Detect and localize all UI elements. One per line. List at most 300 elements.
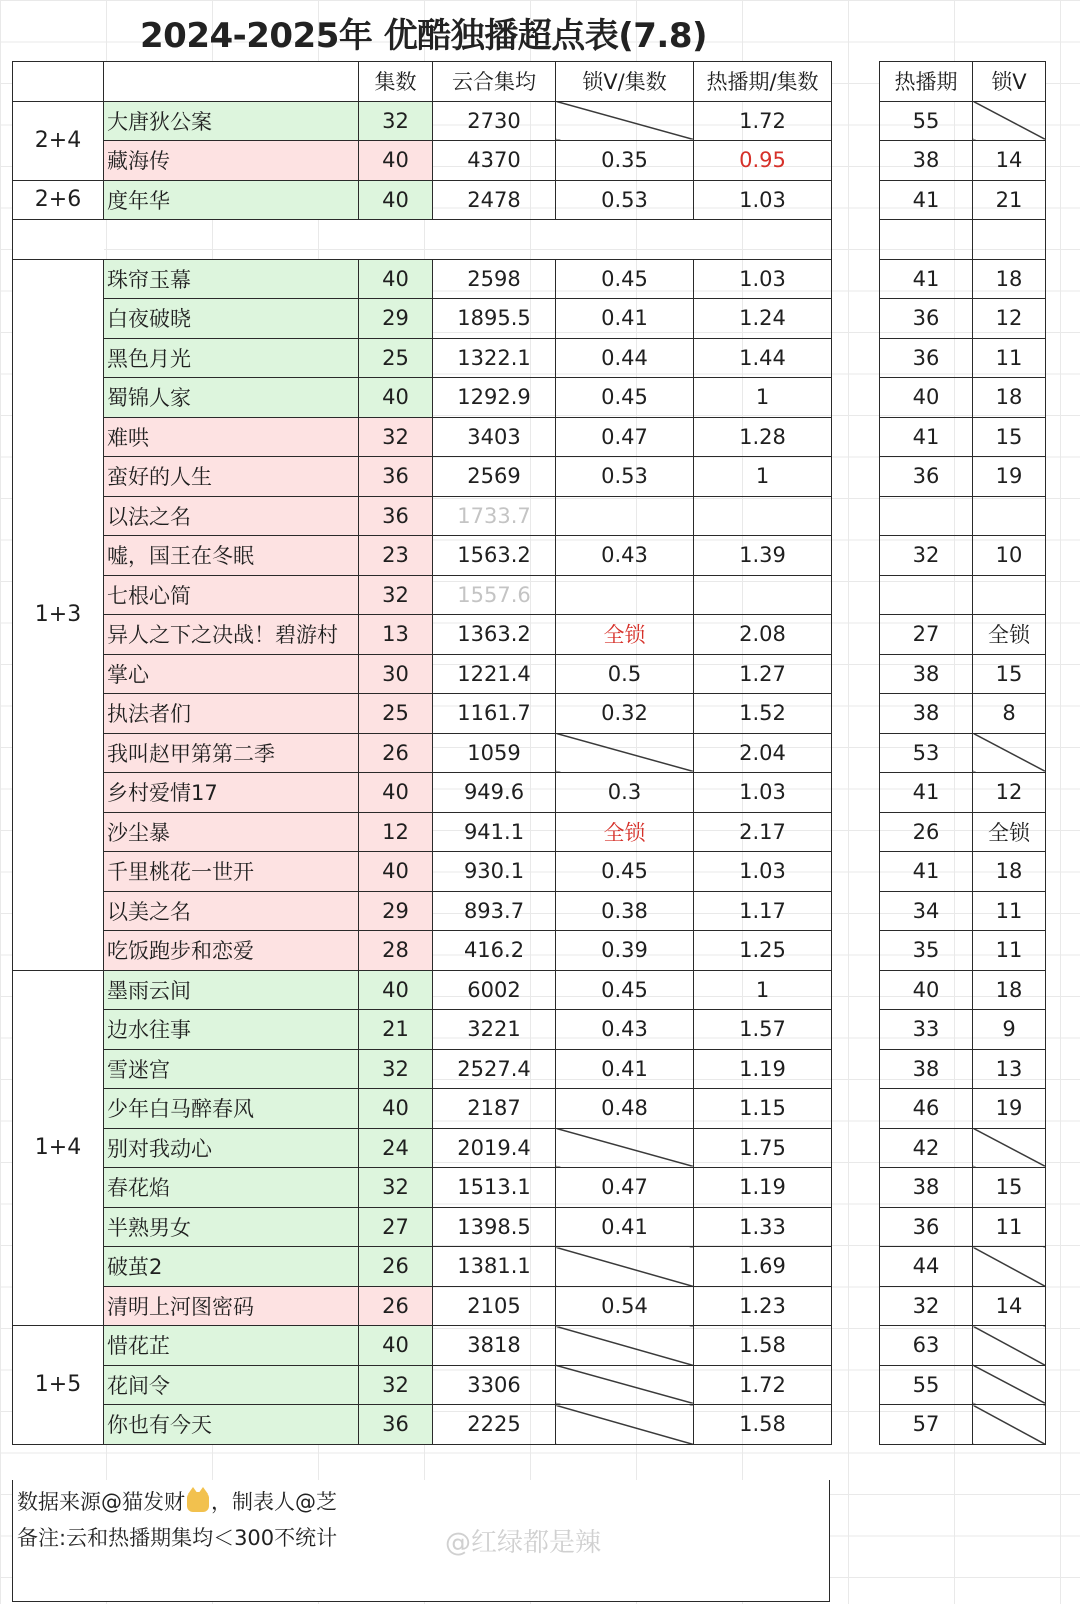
- yunhe-avg-cell: 1161.7: [433, 694, 556, 734]
- episodes-cell: 32: [359, 575, 433, 615]
- hot-ratio-cell: 1.72: [694, 1365, 832, 1405]
- side-row: [880, 1326, 1046, 1366]
- lockv-cell: 19: [973, 1089, 1046, 1129]
- lockv-ratio-cell: [556, 1128, 694, 1168]
- table-row: [13, 1405, 832, 1445]
- side-row: [880, 575, 1046, 615]
- side-row: [880, 1365, 1046, 1405]
- table-row: [13, 733, 832, 773]
- header-lockv: 锁V: [973, 62, 1046, 102]
- yunhe-avg-cell: 1895.5: [433, 299, 556, 339]
- side-row: [880, 773, 1046, 813]
- side-row: [880, 615, 1046, 655]
- side-row: [880, 1128, 1046, 1168]
- hot-ratio-cell: 1: [694, 378, 832, 418]
- episodes-cell: 32: [359, 1168, 433, 1208]
- hot-ratio-cell: 1.75: [694, 1128, 832, 1168]
- hot-cell: 42: [880, 1128, 973, 1168]
- group-label: 1+4: [13, 970, 104, 1326]
- yunhe-avg-cell: 6002: [433, 970, 556, 1010]
- side-table: [879, 61, 1046, 1445]
- table-row: [13, 496, 832, 536]
- drama-name: 乡村爱情17: [104, 773, 359, 813]
- hot-ratio-cell: 1.03: [694, 852, 832, 892]
- hot-ratio-cell: 1: [694, 970, 832, 1010]
- drama-name: 别对我动心: [104, 1128, 359, 1168]
- table-row: [13, 1049, 832, 1089]
- note-line: 备注:云和热播期集均＜300不统计: [17, 1526, 338, 1550]
- hot-cell: 40: [880, 970, 973, 1010]
- lockv-cell: 12: [973, 773, 1046, 813]
- hot-ratio-cell: 1.17: [694, 891, 832, 931]
- hot-cell: 55: [880, 101, 973, 141]
- lockv-cell: [973, 496, 1046, 536]
- episodes-cell: 36: [359, 457, 433, 497]
- header-lockv-per-ep: 锁V/集数: [556, 62, 694, 102]
- yunhe-avg-cell: 1557.6: [433, 575, 556, 615]
- episodes-cell: 23: [359, 536, 433, 576]
- yunhe-avg-cell: 1563.2: [433, 536, 556, 576]
- lockv-cell: 11: [973, 1207, 1046, 1247]
- lockv-ratio-cell: 0.39: [556, 931, 694, 971]
- drama-name: 春花焰: [104, 1168, 359, 1208]
- side-row: [880, 220, 1046, 260]
- episodes-cell: 32: [359, 101, 433, 141]
- table-row: [13, 812, 832, 852]
- hot-cell: 41: [880, 180, 973, 220]
- episodes-cell: 36: [359, 496, 433, 536]
- hot-ratio-cell: 1.33: [694, 1207, 832, 1247]
- episodes-cell: 24: [359, 1128, 433, 1168]
- drama-name: 掌心: [104, 654, 359, 694]
- side-row: [880, 417, 1046, 457]
- lockv-ratio-cell: 0.38: [556, 891, 694, 931]
- lockv-cell: [973, 220, 1046, 260]
- side-row: [880, 970, 1046, 1010]
- lockv-cell: 15: [973, 1168, 1046, 1208]
- data-source-text: 数据来源@猫发财: [17, 1490, 185, 1514]
- lockv-cell: 21: [973, 180, 1046, 220]
- table-row: [13, 299, 832, 339]
- header-episodes: 集数: [359, 62, 433, 102]
- hot-cell: 36: [880, 299, 973, 339]
- hot-ratio-cell: 1.15: [694, 1089, 832, 1129]
- episodes-cell: 26: [359, 1286, 433, 1326]
- hot-cell: [880, 575, 973, 615]
- drama-name: 惜花芷: [104, 1326, 359, 1366]
- main-table: [12, 61, 832, 1445]
- side-row: [880, 299, 1046, 339]
- table-row: [13, 891, 832, 931]
- episodes-cell: 26: [359, 1247, 433, 1287]
- side-row: [880, 1207, 1046, 1247]
- hot-cell: 32: [880, 1286, 973, 1326]
- hot-ratio-cell: [694, 575, 832, 615]
- lockv-ratio-cell: [556, 1365, 694, 1405]
- watermark: @红绿都是辣: [445, 1528, 602, 1558]
- hot-ratio-cell: 1.24: [694, 299, 832, 339]
- hot-ratio-cell: 1.25: [694, 931, 832, 971]
- header-group-cell: [13, 62, 104, 102]
- yunhe-avg-cell: 1381.1: [433, 1247, 556, 1287]
- lockv-cell: [973, 101, 1046, 141]
- lockv-cell: 18: [973, 970, 1046, 1010]
- yunhe-avg-cell: 2478: [433, 180, 556, 220]
- lockv-ratio-cell: 0.44: [556, 338, 694, 378]
- side-row: [880, 852, 1046, 892]
- yunhe-avg-cell: 930.1: [433, 852, 556, 892]
- lockv-ratio-cell: 全锁: [556, 812, 694, 852]
- header-yunhe-avg: 云合集均: [433, 62, 556, 102]
- yunhe-avg-cell: 2598: [433, 259, 556, 299]
- yunhe-avg-cell: 3818: [433, 1326, 556, 1366]
- table-row: [13, 180, 832, 220]
- side-row: [880, 180, 1046, 220]
- drama-name: 清明上河图密码: [104, 1286, 359, 1326]
- drama-name: 雪迷宫: [104, 1049, 359, 1089]
- table-row: [13, 220, 832, 260]
- yunhe-avg-cell: 1363.2: [433, 615, 556, 655]
- episodes-cell: 40: [359, 773, 433, 813]
- yunhe-avg-cell: 893.7: [433, 891, 556, 931]
- hot-ratio-cell: [694, 496, 832, 536]
- hot-cell: 46: [880, 1089, 973, 1129]
- lockv-cell: 15: [973, 654, 1046, 694]
- drama-name: 大唐狄公案: [104, 101, 359, 141]
- side-row: [880, 931, 1046, 971]
- header-name-cell: [104, 62, 359, 102]
- table-row: [13, 1089, 832, 1129]
- episodes-cell: 32: [359, 1365, 433, 1405]
- lockv-ratio-cell: [556, 1247, 694, 1287]
- hot-cell: [880, 220, 973, 260]
- lockv-ratio-cell: 0.3: [556, 773, 694, 813]
- table-row: [13, 970, 832, 1010]
- lockv-cell: [973, 1128, 1046, 1168]
- hot-cell: 33: [880, 1010, 973, 1050]
- lockv-ratio-cell: 0.41: [556, 1207, 694, 1247]
- lockv-cell: 11: [973, 338, 1046, 378]
- lockv-cell: [973, 733, 1046, 773]
- episodes-cell: 29: [359, 299, 433, 339]
- hot-cell: 55: [880, 1365, 973, 1405]
- data-source-line: [17, 1486, 337, 1516]
- hot-ratio-cell: 1.03: [694, 180, 832, 220]
- hot-ratio-cell: 1.52: [694, 694, 832, 734]
- table-row: [13, 1247, 832, 1287]
- episodes-cell: 40: [359, 180, 433, 220]
- hot-ratio-cell: 1.39: [694, 536, 832, 576]
- episodes-cell: 40: [359, 1326, 433, 1366]
- cat-emoji-icon: [187, 1492, 209, 1512]
- yunhe-avg-cell: 416.2: [433, 931, 556, 971]
- side-row: [880, 694, 1046, 734]
- hot-ratio-cell: 1.72: [694, 101, 832, 141]
- side-row: [880, 1286, 1046, 1326]
- drama-name: 珠帘玉幕: [104, 259, 359, 299]
- drama-name: 沙尘暴: [104, 812, 359, 852]
- episodes-cell: 40: [359, 970, 433, 1010]
- lockv-cell: 18: [973, 259, 1046, 299]
- lockv-cell: [973, 1247, 1046, 1287]
- hot-ratio-cell: 1.44: [694, 338, 832, 378]
- page-title: 2024-2025年 优酷独播超点表(7.8): [140, 16, 708, 56]
- hot-cell: 41: [880, 852, 973, 892]
- yunhe-avg-cell: 4370: [433, 141, 556, 181]
- header-hot-per-ep: 热播期/集数: [694, 62, 832, 102]
- lockv-ratio-cell: 0.48: [556, 1089, 694, 1129]
- group-label: 1+3: [13, 259, 104, 970]
- drama-name: 破茧2: [104, 1247, 359, 1287]
- yunhe-avg-cell: 1059: [433, 733, 556, 773]
- yunhe-avg-cell: 1221.4: [433, 654, 556, 694]
- lockv-ratio-cell: 0.45: [556, 852, 694, 892]
- lockv-cell: 全锁: [973, 615, 1046, 655]
- table-row: [13, 931, 832, 971]
- lockv-ratio-cell: [556, 575, 694, 615]
- yunhe-avg-cell: 2019.4: [433, 1128, 556, 1168]
- episodes-cell: 40: [359, 852, 433, 892]
- side-header-row: [880, 62, 1046, 102]
- episodes-cell: 12: [359, 812, 433, 852]
- hot-cell: 41: [880, 417, 973, 457]
- hot-ratio-cell: 1: [694, 457, 832, 497]
- hot-cell: 36: [880, 338, 973, 378]
- yunhe-avg-cell: 941.1: [433, 812, 556, 852]
- lockv-cell: 10: [973, 536, 1046, 576]
- drama-name: 执法者们: [104, 694, 359, 734]
- hot-ratio-cell: 1.28: [694, 417, 832, 457]
- episodes-cell: 25: [359, 694, 433, 734]
- header-row: [13, 62, 832, 102]
- lockv-ratio-cell: [556, 1405, 694, 1445]
- hot-ratio-cell: 1.23: [694, 1286, 832, 1326]
- side-row: [880, 496, 1046, 536]
- lockv-cell: [973, 1365, 1046, 1405]
- hot-cell: 27: [880, 615, 973, 655]
- hot-cell: 40: [880, 378, 973, 418]
- episodes-cell: 26: [359, 733, 433, 773]
- yunhe-avg-cell: 2225: [433, 1405, 556, 1445]
- side-row: [880, 812, 1046, 852]
- table-row: [13, 1365, 832, 1405]
- table-row: [13, 417, 832, 457]
- side-row: [880, 654, 1046, 694]
- lockv-cell: 11: [973, 931, 1046, 971]
- side-row: [880, 1168, 1046, 1208]
- episodes-cell: 30: [359, 654, 433, 694]
- lockv-ratio-cell: [556, 733, 694, 773]
- table-row: [13, 852, 832, 892]
- drama-name: 度年华: [104, 180, 359, 220]
- drama-name: 黑色月光: [104, 338, 359, 378]
- side-row: [880, 891, 1046, 931]
- drama-name: 少年白马醉春风: [104, 1089, 359, 1129]
- hot-ratio-cell: 2.08: [694, 615, 832, 655]
- table-author-text: ，制表人@芝: [211, 1490, 337, 1514]
- lockv-ratio-cell: [556, 101, 694, 141]
- table-row: [13, 101, 832, 141]
- group-label: 2+4: [13, 101, 104, 180]
- yunhe-avg-cell: 2730: [433, 101, 556, 141]
- episodes-cell: 28: [359, 931, 433, 971]
- yunhe-avg-cell: 1292.9: [433, 378, 556, 418]
- lockv-ratio-cell: 0.45: [556, 259, 694, 299]
- side-row: [880, 733, 1046, 773]
- table-row: [13, 141, 832, 181]
- hot-cell: 38: [880, 141, 973, 181]
- drama-name: 嘘，国王在冬眠: [104, 536, 359, 576]
- footer-notes: [12, 1480, 830, 1602]
- hot-ratio-cell: 1.19: [694, 1049, 832, 1089]
- episodes-cell: 25: [359, 338, 433, 378]
- side-row: [880, 378, 1046, 418]
- lockv-ratio-cell: 0.53: [556, 180, 694, 220]
- drama-name: 白夜破晓: [104, 299, 359, 339]
- lockv-ratio-cell: 0.41: [556, 299, 694, 339]
- drama-name: 蜀锦人家: [104, 378, 359, 418]
- side-row: [880, 1405, 1046, 1445]
- hot-ratio-cell: 2.04: [694, 733, 832, 773]
- yunhe-avg-cell: 2569: [433, 457, 556, 497]
- side-row: [880, 1049, 1046, 1089]
- lockv-ratio-cell: 0.53: [556, 457, 694, 497]
- yunhe-avg-cell: 1733.7: [433, 496, 556, 536]
- table-row: [13, 338, 832, 378]
- yunhe-avg-cell: 1322.1: [433, 338, 556, 378]
- table-row: [13, 615, 832, 655]
- hot-ratio-cell: 1.03: [694, 259, 832, 299]
- hot-ratio-cell: 2.17: [694, 812, 832, 852]
- table-row: [13, 575, 832, 615]
- side-row: [880, 1089, 1046, 1129]
- lockv-cell: [973, 575, 1046, 615]
- lockv-ratio-cell: 0.43: [556, 1010, 694, 1050]
- yunhe-avg-cell: 2105: [433, 1286, 556, 1326]
- yunhe-avg-cell: 949.6: [433, 773, 556, 813]
- group-label: [13, 220, 104, 260]
- lockv-cell: 13: [973, 1049, 1046, 1089]
- episodes-cell: 27: [359, 1207, 433, 1247]
- table-row: [13, 536, 832, 576]
- yunhe-avg-cell: 1398.5: [433, 1207, 556, 1247]
- hot-ratio-cell: 0.95: [694, 141, 832, 181]
- drama-name: 花间令: [104, 1365, 359, 1405]
- drama-name: 藏海传: [104, 141, 359, 181]
- lockv-ratio-cell: 0.41: [556, 1049, 694, 1089]
- episodes-cell: 40: [359, 1089, 433, 1129]
- table-row: [13, 1286, 832, 1326]
- hot-cell: 38: [880, 1168, 973, 1208]
- drama-name: 以法之名: [104, 496, 359, 536]
- table-row: [13, 1207, 832, 1247]
- hot-cell: 38: [880, 654, 973, 694]
- drama-name: 蛮好的人生: [104, 457, 359, 497]
- table-row: [13, 694, 832, 734]
- lockv-cell: 14: [973, 1286, 1046, 1326]
- lockv-ratio-cell: 0.35: [556, 141, 694, 181]
- lockv-ratio-cell: 0.54: [556, 1286, 694, 1326]
- episodes-cell: 13: [359, 615, 433, 655]
- episodes-cell: 29: [359, 891, 433, 931]
- hot-cell: 57: [880, 1405, 973, 1445]
- episodes-cell: 36: [359, 1405, 433, 1445]
- side-row: [880, 457, 1046, 497]
- table-row: [13, 259, 832, 299]
- drama-name: 以美之名: [104, 891, 359, 931]
- hot-cell: 36: [880, 457, 973, 497]
- side-row: [880, 101, 1046, 141]
- table-row: [13, 654, 832, 694]
- lockv-ratio-cell: 0.47: [556, 417, 694, 457]
- episodes-cell: 32: [359, 417, 433, 457]
- hot-cell: 36: [880, 1207, 973, 1247]
- drama-name: 我叫赵甲第第二季: [104, 733, 359, 773]
- side-row: [880, 259, 1046, 299]
- hot-ratio-cell: 1.58: [694, 1326, 832, 1366]
- hot-cell: 41: [880, 773, 973, 813]
- side-row: [880, 1247, 1046, 1287]
- drama-name: 异人之下之决战！碧游村: [104, 615, 359, 655]
- lockv-cell: 14: [973, 141, 1046, 181]
- table-row: [13, 773, 832, 813]
- table-row: [13, 1010, 832, 1050]
- table-row: [13, 1168, 832, 1208]
- yunhe-avg-cell: 3221: [433, 1010, 556, 1050]
- hot-ratio-cell: 1.58: [694, 1405, 832, 1445]
- lockv-ratio-cell: 0.32: [556, 694, 694, 734]
- hot-cell: 34: [880, 891, 973, 931]
- lockv-cell: 18: [973, 378, 1046, 418]
- table-row: [13, 457, 832, 497]
- drama-name: 七根心简: [104, 575, 359, 615]
- episodes-cell: 21: [359, 1010, 433, 1050]
- side-row: [880, 141, 1046, 181]
- lockv-cell: 11: [973, 891, 1046, 931]
- hot-cell: 63: [880, 1326, 973, 1366]
- side-row: [880, 1010, 1046, 1050]
- drama-name: 边水往事: [104, 1010, 359, 1050]
- lockv-cell: 12: [973, 299, 1046, 339]
- table-row: [13, 378, 832, 418]
- hot-cell: 38: [880, 1049, 973, 1089]
- lockv-cell: 8: [973, 694, 1046, 734]
- hot-cell: 26: [880, 812, 973, 852]
- lockv-ratio-cell: 全锁: [556, 615, 694, 655]
- lockv-cell: 18: [973, 852, 1046, 892]
- group-label: 2+6: [13, 180, 104, 220]
- episodes-cell: 32: [359, 1049, 433, 1089]
- hot-ratio-cell: 1.57: [694, 1010, 832, 1050]
- lockv-ratio-cell: 0.5: [556, 654, 694, 694]
- lockv-cell: 9: [973, 1010, 1046, 1050]
- hot-ratio-cell: 1.03: [694, 773, 832, 813]
- lockv-ratio-cell: 0.47: [556, 1168, 694, 1208]
- lockv-ratio-cell: [556, 1326, 694, 1366]
- drama-name: 难哄: [104, 417, 359, 457]
- lockv-cell: 全锁: [973, 812, 1046, 852]
- lockv-ratio-cell: [556, 496, 694, 536]
- lockv-cell: [973, 1326, 1046, 1366]
- episodes-cell: 40: [359, 141, 433, 181]
- yunhe-avg-cell: 2527.4: [433, 1049, 556, 1089]
- yunhe-avg-cell: 2187: [433, 1089, 556, 1129]
- hot-cell: 35: [880, 931, 973, 971]
- hot-cell: 44: [880, 1247, 973, 1287]
- episodes-cell: 40: [359, 378, 433, 418]
- hot-cell: 53: [880, 733, 973, 773]
- drama-name: 半熟男女: [104, 1207, 359, 1247]
